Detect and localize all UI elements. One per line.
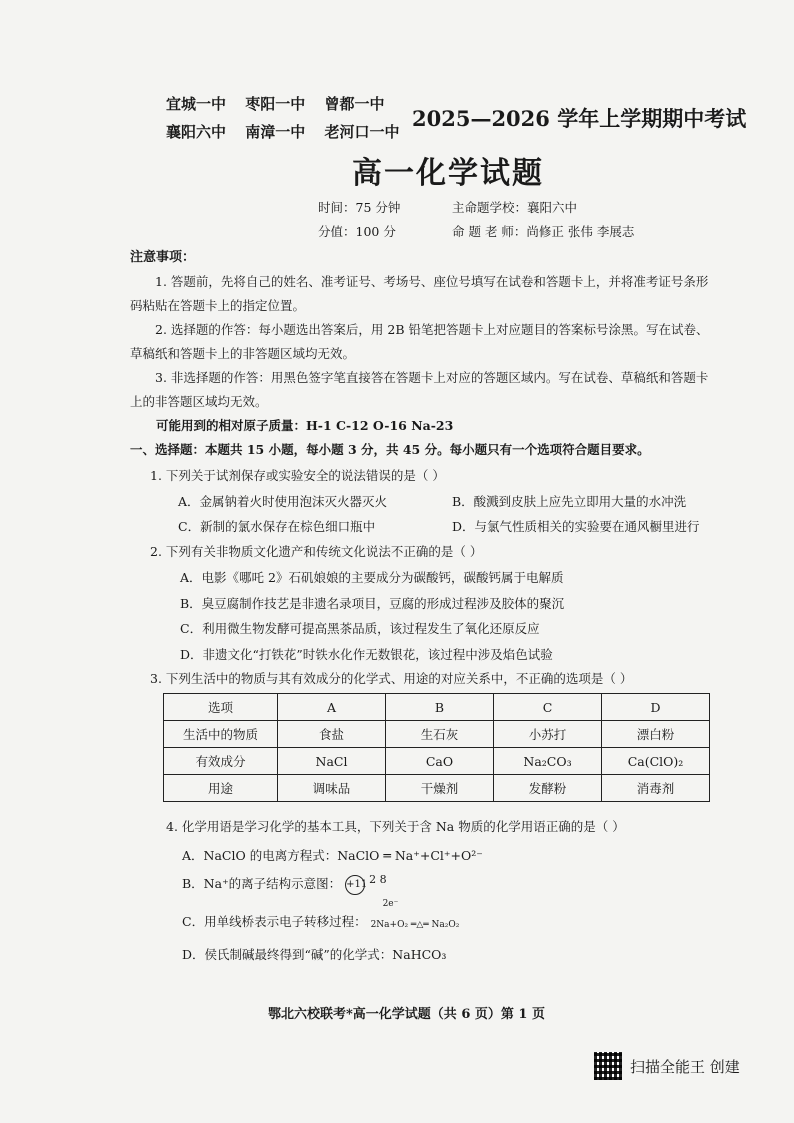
table-cell: 发酵粉 bbox=[494, 775, 602, 802]
table-cell: 漂白粉 bbox=[602, 721, 710, 748]
table-cell: A bbox=[278, 694, 386, 721]
page-title: 高一化学试题 bbox=[352, 156, 544, 191]
table-cell: Na₂CO₃ bbox=[494, 748, 602, 775]
host-school: 主命题学校：襄阳六中 bbox=[452, 200, 578, 215]
exam-time: 时间：75 分钟 bbox=[318, 200, 401, 215]
q2-option-a: A．电影《哪吒 2》石矶娘娘的主要成分为碳酸钙，碳酸钙属于电解质 bbox=[180, 570, 564, 585]
q2-option-d: D．非遗文化“打铁花”时铁水化作无数银花，该过程中涉及焰色试验 bbox=[180, 647, 553, 662]
table-cell: 用途 bbox=[164, 775, 278, 802]
table-row bbox=[164, 694, 710, 721]
page-footer: 鄂北六校联考*高一化学试题（共 6 页）第 1 页 bbox=[268, 1007, 545, 1022]
table-cell: 生活中的物质 bbox=[164, 721, 278, 748]
table-cell: Ca(ClO)₂ bbox=[602, 748, 710, 775]
table-cell: 生石灰 bbox=[386, 721, 494, 748]
exam-score: 分值：100 分 bbox=[318, 224, 396, 239]
q4-option-b bbox=[182, 873, 387, 895]
table-cell: CaO bbox=[386, 748, 494, 775]
exam-teachers: 命 题 老 师：尚修正 张伟 李展志 bbox=[452, 224, 635, 239]
q1-option-d: D．与氯气性质相关的实验要在通风橱里进行 bbox=[452, 519, 700, 534]
table-cell: 小苏打 bbox=[494, 721, 602, 748]
table-cell: 干燥剂 bbox=[386, 775, 494, 802]
table-cell: 有效成分 bbox=[164, 748, 278, 775]
school-name: 宜城一中 bbox=[166, 95, 227, 113]
q3-table bbox=[163, 693, 710, 802]
electron-shells: 2 8 bbox=[369, 873, 387, 886]
table-cell: B bbox=[386, 694, 494, 721]
table-cell: 选项 bbox=[164, 694, 278, 721]
table-cell: 调味品 bbox=[278, 775, 386, 802]
school-name: 老河口一中 bbox=[324, 123, 400, 141]
question-3-stem: 3. 下列生活中的物质与其有效成分的化学式、用途的对应关系中，不正确的选项是（ ） bbox=[150, 671, 633, 686]
school-name: 枣阳一中 bbox=[245, 95, 306, 113]
q4-option-c bbox=[182, 899, 460, 930]
question-4-stem: 4. 化学用语是学习化学的基本工具，下列关于含 Na 物质的化学用语正确的是（ ） bbox=[166, 819, 625, 834]
table-row bbox=[164, 721, 710, 748]
scanner-watermark: 扫描全能王 创建 bbox=[630, 1058, 740, 1076]
q4-option-c-label: C．用单线桥表示电子转移过程： bbox=[182, 914, 367, 929]
table-cell: C bbox=[494, 694, 602, 721]
q2-option-b: B．臭豆腐制作技艺是非遗名录项目，豆腐的形成过程涉及胶体的聚沉 bbox=[180, 596, 565, 611]
school-row-1 bbox=[166, 90, 414, 118]
table-cell: 消毒剂 bbox=[602, 775, 710, 802]
exam-title: 2025—2026 学年上学期期中考试 bbox=[412, 106, 747, 131]
notice-title: 注意事项： bbox=[130, 250, 196, 265]
electron-label: 2e⁻ bbox=[382, 899, 399, 909]
table-cell: D bbox=[602, 694, 710, 721]
q1-option-a: A．金属钠着火时使用泡沫灭火器灭火 bbox=[178, 494, 388, 509]
question-1-stem: 1. 下列关于试剂保存或实验安全的说法错误的是（ ） bbox=[150, 468, 445, 483]
section-heading: 一、选择题：本题共 15 小题，每小题 3 分，共 45 分。每小题只有一个选项符合题目要求。 bbox=[130, 442, 650, 457]
question-2-stem: 2. 下列有关非物质文化遗产和传统文化说法不正确的是（ ） bbox=[150, 544, 483, 559]
table-cell: 食盐 bbox=[278, 721, 386, 748]
q4-option-a: A．NaClO 的电离方程式：NaClO ═ Na⁺+Cl⁺+O²⁻ bbox=[182, 848, 483, 863]
q1-option-c: C．新制的氯水保存在棕色细口瓶中 bbox=[178, 519, 376, 534]
notice-item: 1. 答题前，先将自己的姓名、准考证号、考场号、座位号填写在试卷和答题卡上，并将准考证号条形码粘贴在答题卡上的指定位置。 bbox=[130, 274, 709, 313]
electron-transfer-diagram bbox=[370, 899, 460, 930]
q4-option-d: D．侯氏制碱最终得到“碱”的化学式：NaHCO₃ bbox=[182, 947, 447, 962]
school-list bbox=[166, 90, 414, 146]
q2-option-c: C．利用微生物发酵可提高黑茶品质，该过程发生了氧化还原反应 bbox=[180, 621, 540, 636]
nucleus-circle: +11 bbox=[345, 875, 365, 895]
table-cell: NaCl bbox=[278, 748, 386, 775]
q1-option-b: B．酸溅到皮肤上应先立即用大量的水冲洗 bbox=[452, 494, 687, 509]
qr-code-icon bbox=[594, 1052, 622, 1080]
atomic-mass: 可能用到的相对原子质量：H-1 C-12 O-16 Na-23 bbox=[156, 418, 454, 433]
reaction-equation: 2Na+O₂ ═△═ Na₂O₂ bbox=[370, 920, 460, 930]
notice-item: 3. 非选择题的作答：用黑色签字笔直接答在答题卡上对应的答题区域内。写在试卷、草稿纸和答题卡上的非答题区域均无效。 bbox=[130, 370, 709, 409]
school-row-2 bbox=[166, 118, 414, 146]
table-row bbox=[164, 748, 710, 775]
school-name: 南漳一中 bbox=[245, 123, 306, 141]
notice-item: 2. 选择题的作答：每小题选出答案后，用 2B 铅笔把答题卡上对应题目的答案标号涂黑。写在试卷、草稿纸和答题卡上的非答题区域均无效。 bbox=[130, 322, 709, 361]
school-name: 襄阳六中 bbox=[166, 123, 227, 141]
table-row bbox=[164, 775, 710, 802]
school-name: 曾都一中 bbox=[324, 95, 385, 113]
q4-option-b-label: B．Na⁺的离子结构示意图： bbox=[182, 876, 342, 892]
